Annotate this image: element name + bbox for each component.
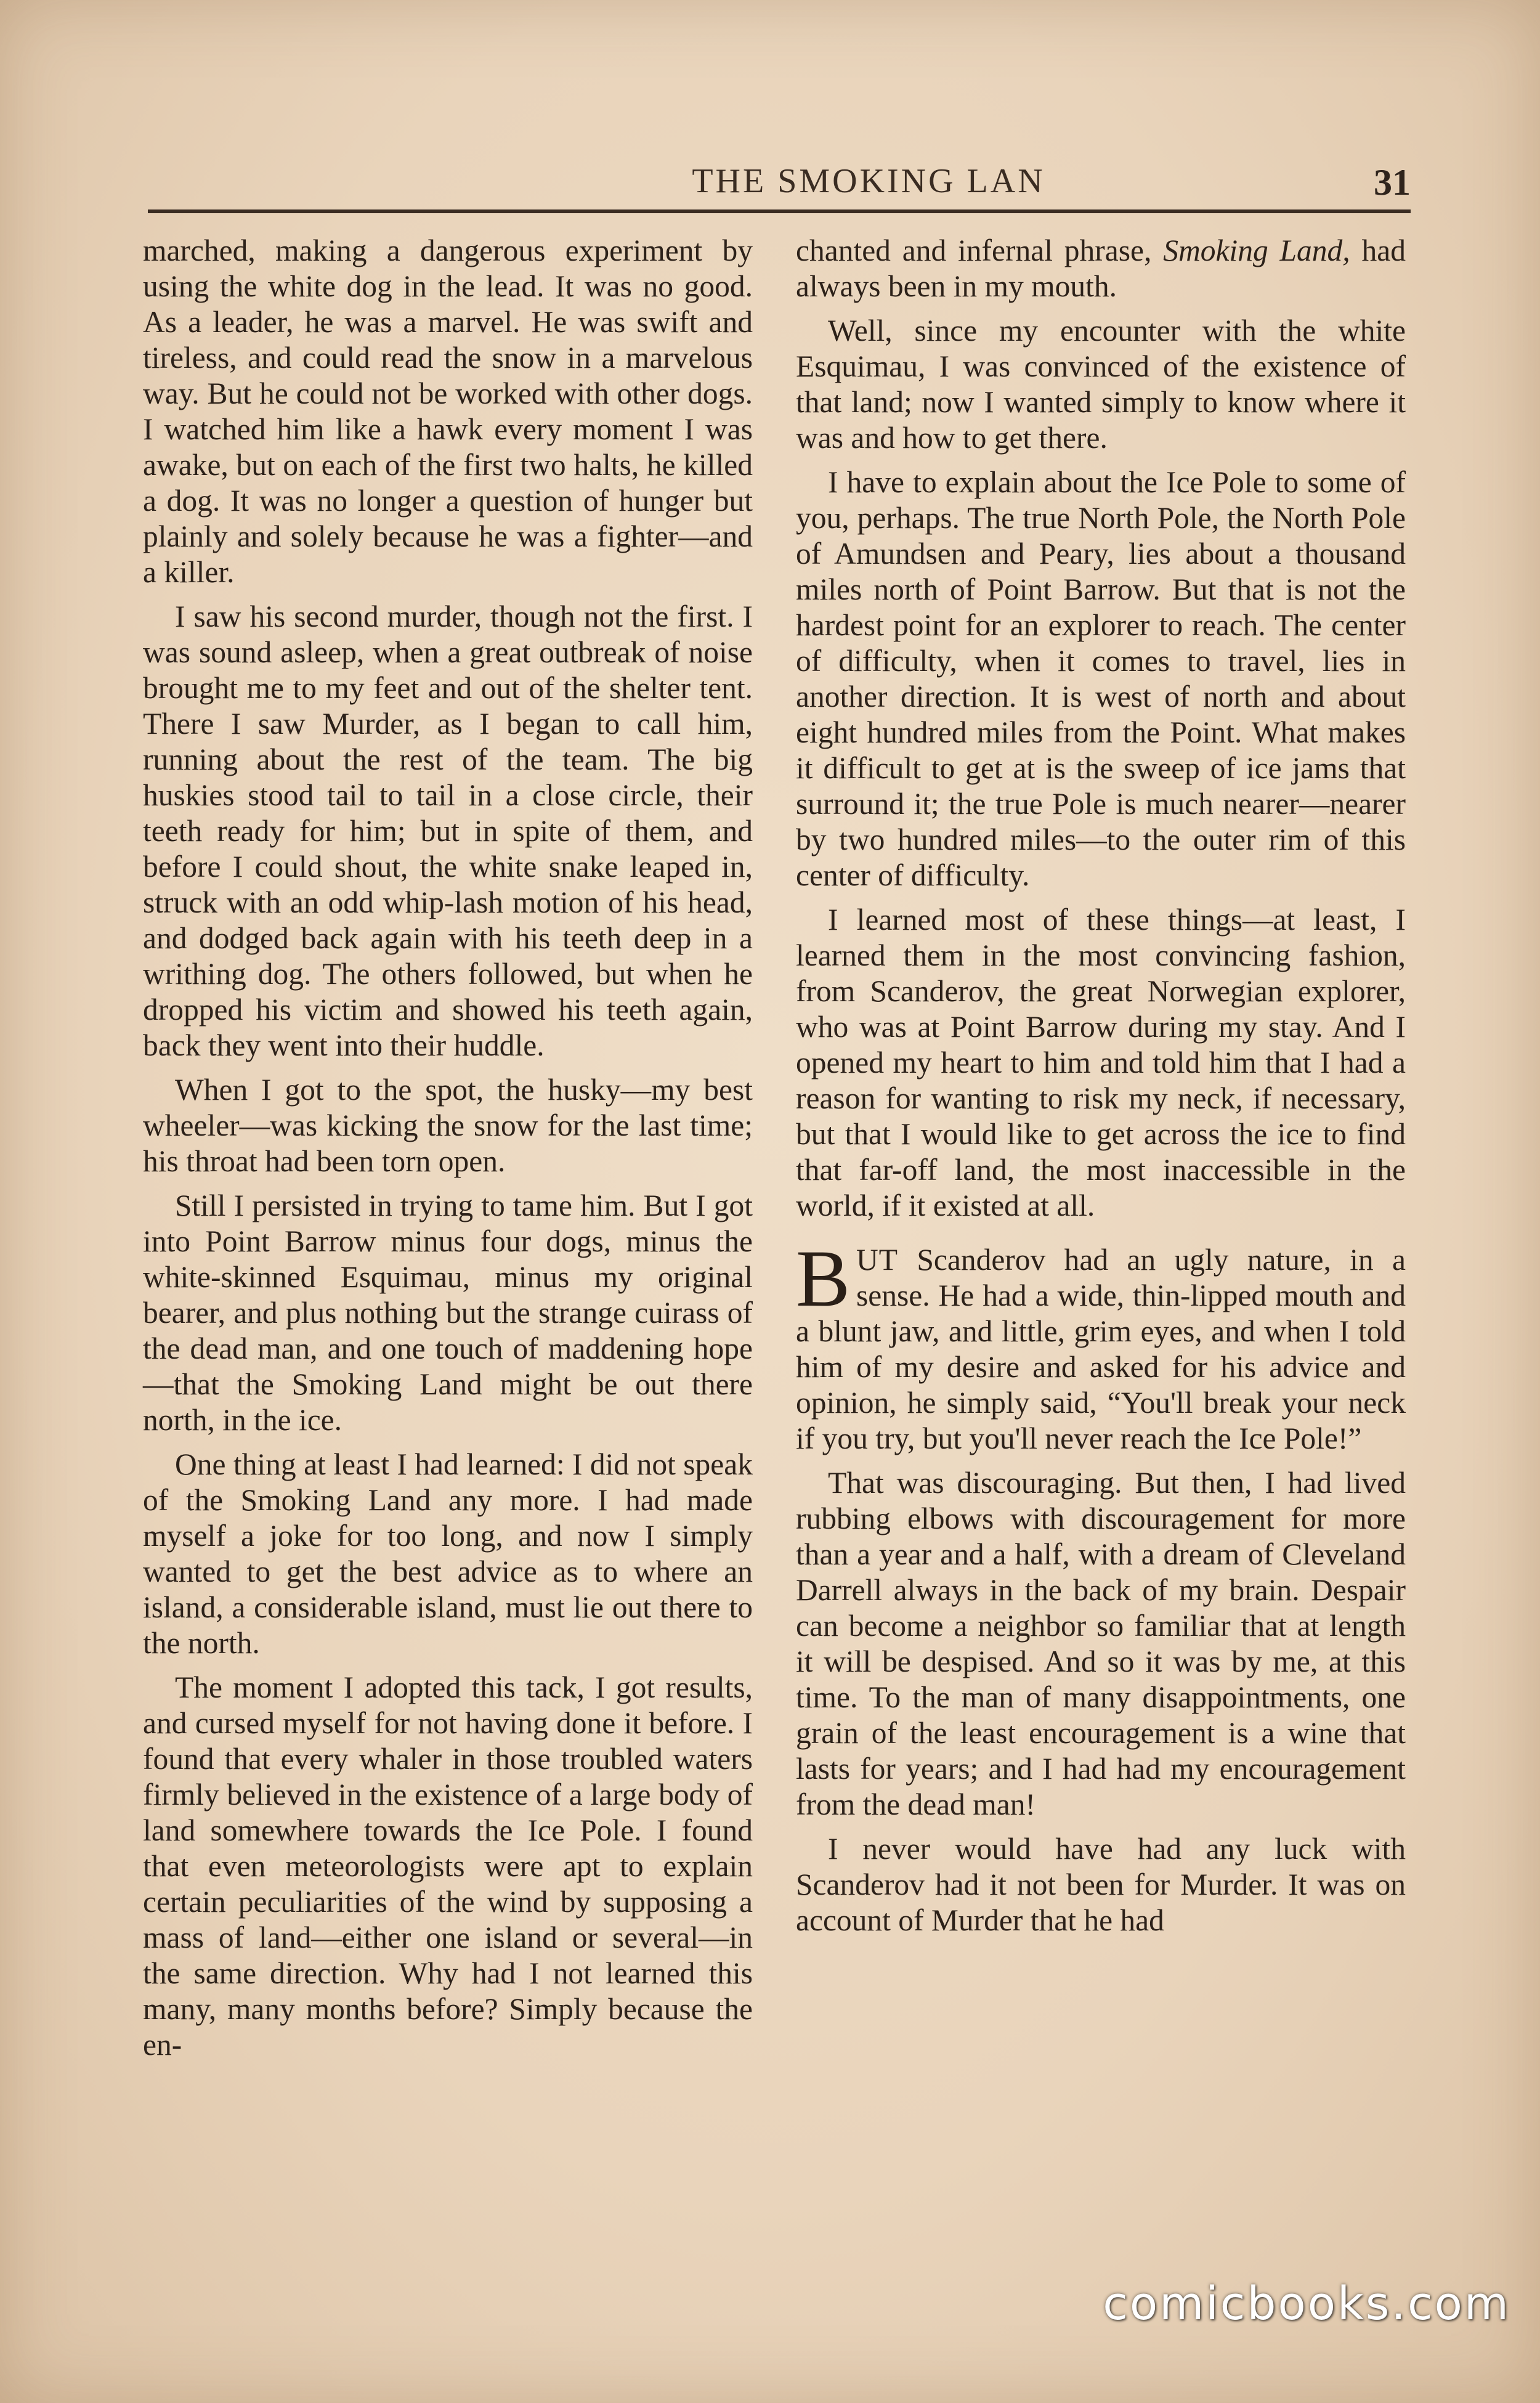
page-header <box>148 161 1411 211</box>
text-span: chanted and infernal phrase, <box>796 234 1164 267</box>
text-span: Scanderov had an ugly nature, in a sense. He had a wide, thin-lipped mouth and a blunt jaw, and little, grim eyes, and when I told him of my desire and asked for his advice and opinion, he simply said, “You'll break your neck if you try, but you'll never reach the Ice Pole!” <box>796 1243 1406 1455</box>
paragraph: I never would have had any luck with Scanderov had it not been for Murder. It was on account of Murder that he had <box>796 1832 1406 1937</box>
drop-cap: B <box>796 1233 851 1323</box>
paragraph: I saw his second murder, though not the first. I was sound asleep, when a great outbreak of noise brought me to my feet and out of the shelter tent. There I saw Murder, as I began to call him, running about the rest of the team. The big huskies stood tail to tail in a close circle, their teeth ready for him; but in spite of them, and before I could shout, the white snake leaped in, struck with an odd whip-lash motion of his head, and dodged back again with his teeth deep in a writhing dog. The others followed, but when he dropped his victim and showed his teeth again, back they went into their huddle. <box>143 600 753 1062</box>
italic-title: Smoking Land, <box>1163 234 1350 267</box>
watermark: comicbooks.com <box>1103 2277 1510 2330</box>
paragraph: Well, since my encounter with the white Esquimau, I was convinced of the existence of that land; now I wanted simply to know where it was and how to get there. <box>796 314 1406 455</box>
right-column <box>796 233 1406 1947</box>
paragraph-with-drop-cap <box>796 1233 1406 1457</box>
lead-word: UT <box>856 1243 899 1277</box>
paragraph: The moment I adopted this tack, I got results, and cursed myself for not having done it before. I found that every whaler in those troubled waters firmly believed in the existence of a large body of land somewhere towards the Ice Pole. I found that even meteorologists were apt to explain certain peculiarities of the wind by supposing a mass of land—either one island or several—in the same direction. Why had I not learned this many, many months before? Simply because the en- <box>143 1670 753 2062</box>
paragraph: marched, making a dangerous experiment by using the white dog in the lead. It was no good. As a leader, he was a marvel. He was swift and tireless, and could read the snow in a marvelous way. But he could not be worked with other dogs. I watched him like a hawk every moment I was awake, but on each of the first two halts, he killed a dog. It was no longer a question of hunger but plainly and solely because he was a fighter—and a killer. <box>143 234 753 589</box>
text-span: had always been in my mouth. <box>796 234 1406 303</box>
left-column <box>143 233 753 2072</box>
paragraph <box>796 233 1406 304</box>
paragraph: One thing at least I had learned: I did not speak of the Smoking Land any more. I had made myself a joke for too long, and now I simply wanted to get the best advice as to where an island, a considerable island, must lie out there to the north. <box>143 1447 753 1660</box>
header-rule <box>148 209 1411 213</box>
paragraph: I learned most of these things—at least, I learned them in the most convincing fashion, from Scanderov, the great Norwegian explorer, who was at Point Barrow during my stay. And I opened my heart to him and told him that I had a reason for wanting to risk my neck, if necessary, but that I would like to get across the ice to find that far-off land, the most inaccessible in the world, if it existed at all. <box>796 903 1406 1222</box>
paragraph: Still I persisted in trying to tame him. But I got into Point Barrow minus four dogs, minus the white-skinned Esquimau, minus my original bearer, and plus nothing but the strange cuirass of the dead man, and one touch of maddening hope—that the Smoking Land might be out there north, in the ice. <box>143 1189 753 1437</box>
paragraph: That was discouraging. But then, I had lived rubbing elbows with discouragement for more than a year and a half, with a dream of Cleveland Darrell always in the back of my brain. Despair can become a neighbor so familiar that at length it will be despised. And so it was by me, at this time. To the man of many disappointments, one grain of the least encouragement is a wine that lasts for years; and I had had my encouragement from the dead man! <box>796 1466 1406 1821</box>
paragraph: I have to explain about the Ice Pole to some of you, perhaps. The true North Pole, the North Pole of Amundsen and Peary, lies about a thousand miles north of Point Barrow. But that is not the hardest point for an explorer to reach. The center of difficulty, when it comes to travel, lies in another direction. It is west of north and about eight hundred miles from the Point. What makes it difficult to get at is the sweep of ice jams that surround it; the true Pole is much nearer—nearer by two hundred miles—to the outer rim of this center of difficulty. <box>796 465 1406 892</box>
page-number: 31 <box>1374 162 1411 203</box>
paragraph: When I got to the spot, the husky—my best wheeler—was kicking the snow for the last time; his throat had been torn open. <box>143 1073 753 1178</box>
running-title: THE SMOKING LAN <box>692 162 1045 200</box>
